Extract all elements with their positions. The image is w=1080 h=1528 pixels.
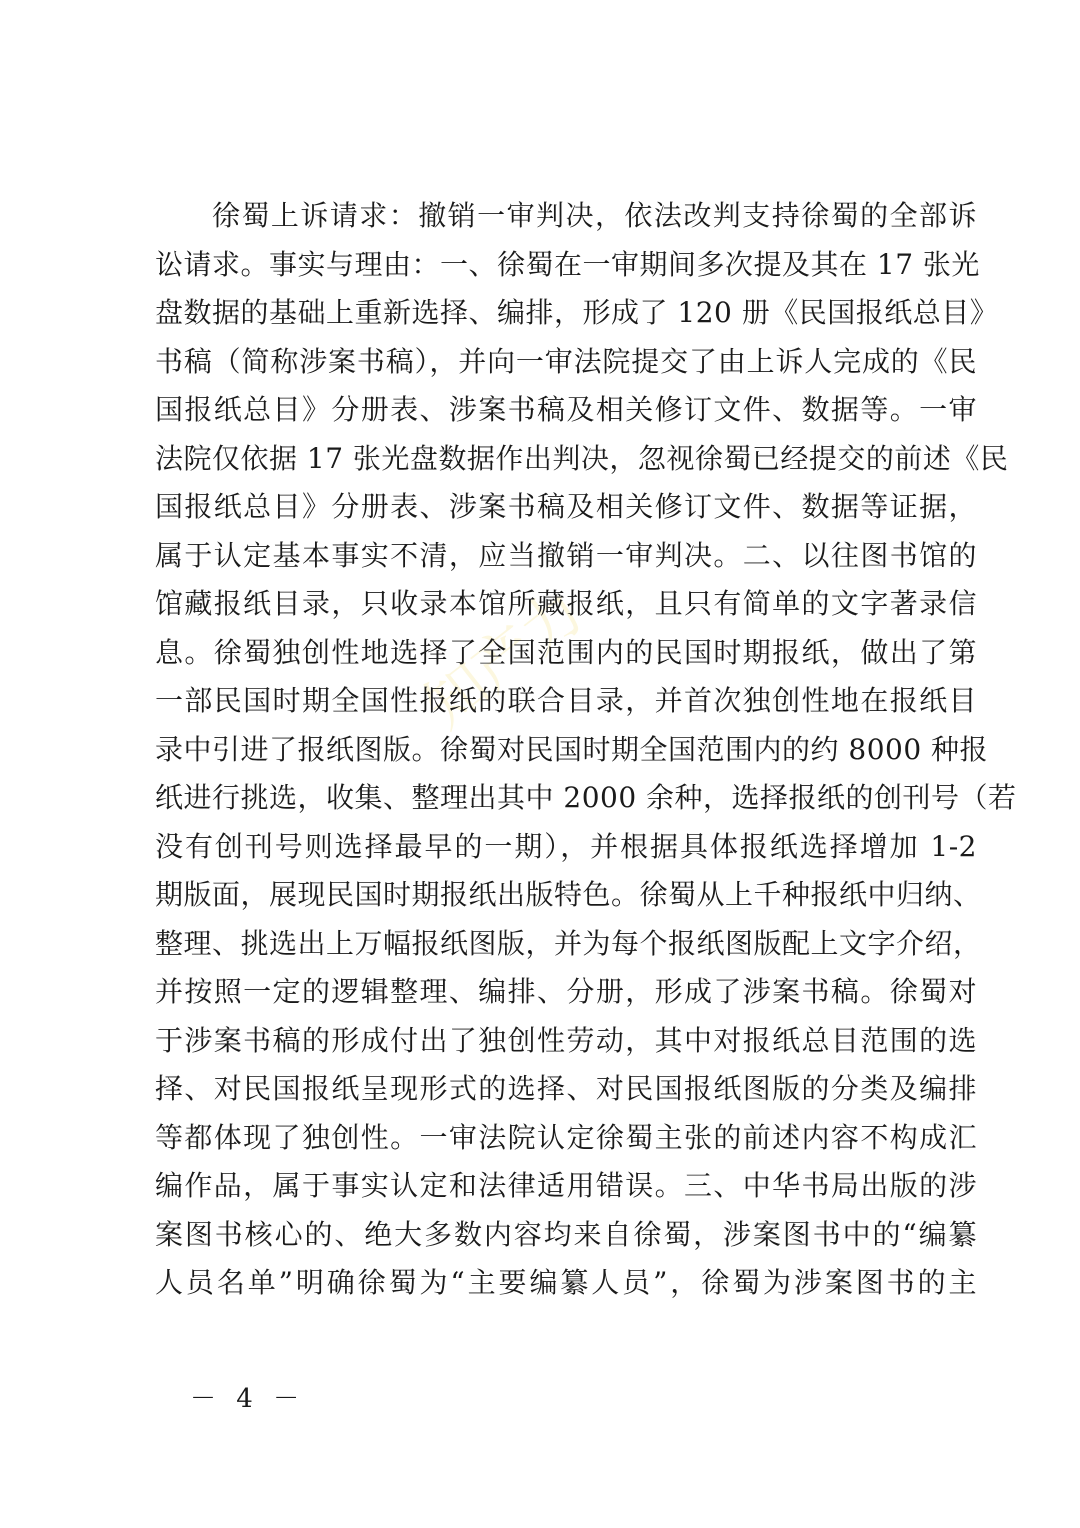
text-line: 国报纸总目》分册表、涉案书稿及相关修订文件、数据等。一审 [155, 393, 977, 426]
text-line: 期版面，展现民国时期报纸出版特色。徐蜀从上千种报纸中归纳、 [155, 878, 982, 911]
text-line: 法院仅依据 17 张光盘数据作出判决，忽视徐蜀已经提交的前述《民 [155, 441, 1009, 475]
text-line: 人员名单”明确徐蜀为“主要编纂人员”，徐蜀为涉案图书的主 [155, 1266, 977, 1299]
page-number: － 4 － [190, 1384, 306, 1414]
text-line: 一部民国时期全国性报纸的联合目录，并首次独创性地在报纸目 [155, 684, 977, 717]
text-line: 国报纸总目》分册表、涉案书稿及相关修订文件、数据等证据， [155, 490, 977, 523]
text-line: 书稿（简称涉案书稿），并向一审法院提交了由上诉人完成的《民 [155, 344, 977, 378]
text-line: 整理、挑选出上万幅报纸图版，并为每个报纸图版配上文字介绍， [155, 926, 982, 960]
text-line: 纸进行挑选，收集、整理出其中 2000 余种，选择报纸的创刊号（若 [155, 781, 1017, 814]
text-line: 并按照一定的逻辑整理、编排、分册，形成了涉案书稿。徐蜀对 [155, 975, 977, 1008]
text-line: 择、对民国报纸呈现形式的选择、对民国报纸图版的分类及编排 [155, 1072, 977, 1105]
text-line: 没有创刊号则选择最早的一期），并根据具体报纸选择增加 1-2 [155, 829, 977, 863]
text-line: 于涉案书稿的形成付出了独创性劳动，其中对报纸总目范围的选 [155, 1023, 977, 1057]
text-line: 等都体现了独创性。一审法院认定徐蜀主张的前述内容不构成汇 [155, 1120, 977, 1154]
watermark: 知产力 [412, 576, 598, 743]
text-line: 讼请求。事实与理由：一、徐蜀在一审期间多次提及其在 17 张光 [155, 247, 980, 281]
text-line: 录中引进了报纸图版。徐蜀对民国时期全国范围内的约 8000 种报 [155, 732, 989, 766]
text-line: 属于认定基本事实不清，应当撤销一审判决。二、以往图书馆的 [155, 538, 977, 572]
body-paragraph [155, 192, 1017, 1308]
text-line: 案图书核心的、绝大多数内容均来自徐蜀，涉案图书中的“编纂 [155, 1217, 977, 1251]
text-line: 编作品，属于事实认定和法律适用错误。三、中华书局出版的涉 [155, 1169, 977, 1202]
text-line: 馆藏报纸目录，只收录本馆所藏报纸，且只有简单的文字著录信 [155, 587, 977, 620]
text-line: 徐蜀上诉请求：撤销一审判决，依法改判支持徐蜀的全部诉 [212, 199, 977, 232]
text-line: 盘数据的基础上重新选择、编排，形成了 120 册《民国报纸总目》 [155, 296, 999, 329]
text-line: 息。徐蜀独创性地选择了全国范围内的民国时期报纸，做出了第 [155, 635, 977, 669]
